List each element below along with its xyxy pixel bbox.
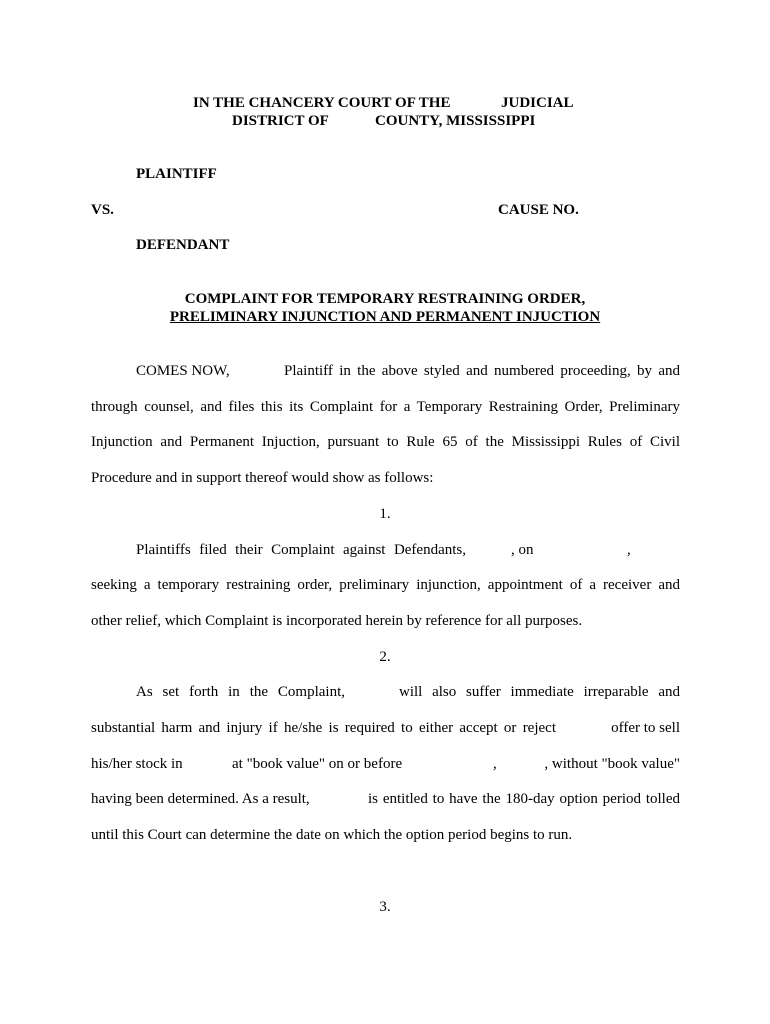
court-heading-line2b: COUNTY, MISSISSIPPI (375, 113, 536, 129)
document-title-line1: COMPLAINT FOR TEMPORARY RESTRAINING ORDER, (184, 291, 586, 307)
para2-line3c: , (493, 756, 497, 772)
intro-line4: Procedure and in support thereof would show as follows: (91, 470, 434, 486)
para1-line2: seeking a temporary restraining order, preliminary injunction, appointment of a receiver and (91, 577, 680, 593)
para2-line4a: having been determined. As a result, (91, 791, 310, 807)
para2-line3b: at "book value" on or before (232, 756, 403, 772)
vs-label: VS. (91, 202, 114, 218)
intro-line2: through counsel, and files this its Complaint for a Temporary Restraining Order, Preliminary (91, 399, 680, 415)
intro-line1a: COMES NOW, (136, 363, 230, 379)
court-heading-line1a: IN THE CHANCERY COURT OF THE (193, 95, 451, 111)
para2-line3d: , without "book value" (544, 756, 680, 772)
para2-line3a: his/her stock in (91, 756, 183, 772)
paragraph-number-1: 1. (379, 506, 391, 522)
para1-line1a: Plaintiffs filed their Complaint against Defendants, (136, 542, 466, 558)
para2-line1b: will also suffer immediate irreparable and (399, 684, 680, 700)
para1-line1c: , (627, 542, 631, 558)
intro-line3: Injunction and Permanent Injuction, pursuant to Rule 65 of the Mississippi Rules of Civil (91, 434, 680, 450)
cause-number-label: CAUSE NO. (498, 202, 579, 218)
intro-line1b: Plaintiff in the above styled and numbered proceeding, by and (284, 363, 680, 379)
paragraph-number-2: 2. (379, 649, 391, 665)
court-heading-line2a: DISTRICT OF (232, 113, 329, 129)
court-heading-line1b: JUDICIAL (501, 95, 574, 111)
para1-line1b: , on (511, 542, 534, 558)
para2-line5: until this Court can determine the date on which the option period begins to run. (91, 827, 573, 843)
defendant-label: DEFENDANT (136, 237, 230, 253)
paragraph-number-3: 3. (379, 899, 391, 915)
para2-line1a: As set forth in the Complaint, (136, 684, 345, 700)
para2-line4b: is entitled to have the 180-day option period tolled (368, 791, 680, 807)
para2-line2b: offer to sell (611, 720, 680, 736)
plaintiff-label: PLAINTIFF (136, 166, 217, 182)
document-title-line2: PRELIMINARY INJUNCTION AND PERMANENT INJUCTION (169, 309, 601, 325)
para2-line2a: substantial harm and injury if he/she is required to either accept or reject (91, 720, 556, 736)
para1-line3: other relief, which Complaint is incorporated herein by reference for all purposes. (91, 613, 583, 629)
